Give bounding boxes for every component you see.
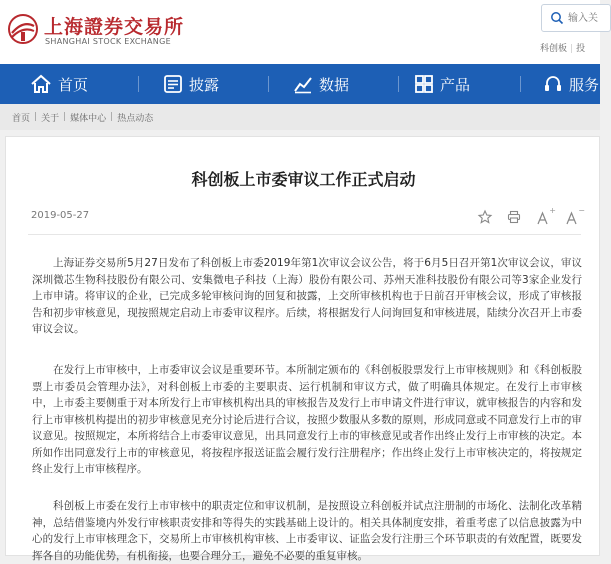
product-icon: [414, 74, 434, 94]
search-input[interactable]: [568, 9, 610, 27]
article-card: [5, 136, 600, 562]
breadcrumb-separator: |: [110, 112, 114, 122]
logo-chinese-name: 上海證券交易所: [44, 16, 185, 38]
top-link-investor[interactable]: 投: [576, 44, 586, 54]
nav-divider: [520, 76, 521, 92]
top-link-separator: |: [570, 44, 574, 54]
sse-logo[interactable]: [8, 12, 185, 52]
service-icon: [543, 74, 563, 94]
sse-logo-mark-icon: [8, 14, 38, 44]
favorite-star-icon[interactable]: [478, 210, 492, 224]
home-icon: [30, 74, 52, 94]
font-decrease-button[interactable]: [565, 206, 585, 224]
breadcrumb-separator: |: [63, 112, 67, 122]
top-link-star-market[interactable]: 科创板: [540, 44, 568, 54]
article-paragraph-1: 上海证券交易所5月27日发布了科创板上市委2019年第1次审议会议公告，将于6月5日召开第1次审议会议，审议深圳微芯生物科技股份有限公司、安集微电子科技（上海）股份有限公司、苏州天准科技股份有限公司等3家企业发行上市申请。将审议的企业，已完成多轮审核问询的回复和披露，上交所审核机构也于日前召开审核会议，形成了审核报告和初步审核意见，现按照规定启动上市委审议程序。后续，将根据发行人问询回复和审核进展，陆续分次召开上市委审议会议。: [32, 257, 582, 335]
title-divider: [28, 234, 581, 235]
article-date: 2019-05-27: [31, 210, 90, 221]
breadcrumb-about[interactable]: 关于: [41, 113, 60, 124]
top-links: [540, 41, 585, 54]
nav-item-disclosure[interactable]: [163, 64, 219, 104]
breadcrumb-media-center[interactable]: 媒体中心: [70, 113, 107, 124]
nav-divider: [398, 76, 399, 92]
breadcrumb: [0, 104, 600, 130]
font-increase-button[interactable]: [536, 206, 556, 224]
font-decrease-icon: [565, 211, 579, 225]
nav-item-services[interactable]: [543, 64, 599, 104]
nav-item-label: 数据: [319, 75, 350, 94]
nav-item-home[interactable]: [30, 64, 88, 104]
nav-divider: [268, 76, 269, 92]
search-box[interactable]: [541, 4, 611, 32]
nav-item-label: 首页: [58, 75, 89, 94]
breadcrumb-separator: |: [34, 112, 38, 122]
print-icon[interactable]: [507, 210, 521, 224]
search-icon[interactable]: [550, 11, 564, 25]
nav-item-label: 产品: [440, 75, 471, 94]
nav-item-label: 服务: [569, 75, 600, 94]
article-toolbar: [463, 206, 585, 224]
minus-icon: −: [578, 206, 585, 215]
nav-item-data[interactable]: [293, 64, 349, 104]
plus-icon: +: [549, 206, 556, 215]
article-paragraph-2: 在发行上市审核中，上市委审议会议是重要环节。本所制定颁布的《科创板股票发行上市审核规则》和《科创板股票上市委员会管理办法》，对科创板上市委的主要职责、运行机制和审议方式，做了明确具体规定。在发行上市审核中，上市委主要侧重于对本所发行上市审核机构出具的审核报告及发行上市申请文件进行审议，就审核报告的内容和发行上市审核机构提出的初步审核意见充分讨论后进行合议，按照少数服从多数的原则，形成同意或不同意发行上市的审议意见。按照规定，本所将结合上市委审议意见，出具同意发行上市的审核意见或者作出终止发行上市审核的决定。本所如作出同意发行上市的审核意见，将按程序报送证监会履行发行注册程序；作出终止发行上市审核决定的，将按规定终止发行上市审核程序。: [32, 364, 582, 475]
breadcrumb-hot-news: 热点动态: [117, 113, 154, 124]
logo-english-name: SHANGHAI STOCK EXCHANGE: [45, 37, 171, 46]
nav-divider: [138, 76, 139, 92]
main-nav: [0, 64, 600, 104]
site-header: [0, 0, 600, 64]
article-paragraph-3: 科创板上市委在发行上市审核中的职责定位和审议机制，是按照设立科创板并试点注册制的市场化、法制化改革精神，总结借鉴境内外发行审核职责安排和等得失的实践基础上设计的。相关具体制度安排，着重考虑了以信息披露为中心的发行上市审核理念下，交易所上市审核机构审核、上市委审议、证监会发行注册三个环节职责的有效配置，既要发挥各自的功能优势，有机衔接，也要合理分工，避免不必要的重复审核。: [32, 500, 582, 562]
disclosure-icon: [163, 74, 183, 94]
nav-item-label: 披露: [189, 75, 220, 94]
article-title: 科创板上市委审议工作正式启动: [191, 170, 416, 189]
nav-item-products[interactable]: [414, 64, 470, 104]
font-increase-icon: [536, 211, 550, 225]
breadcrumb-home[interactable]: 首页: [12, 113, 31, 124]
chart-icon: [293, 74, 313, 94]
